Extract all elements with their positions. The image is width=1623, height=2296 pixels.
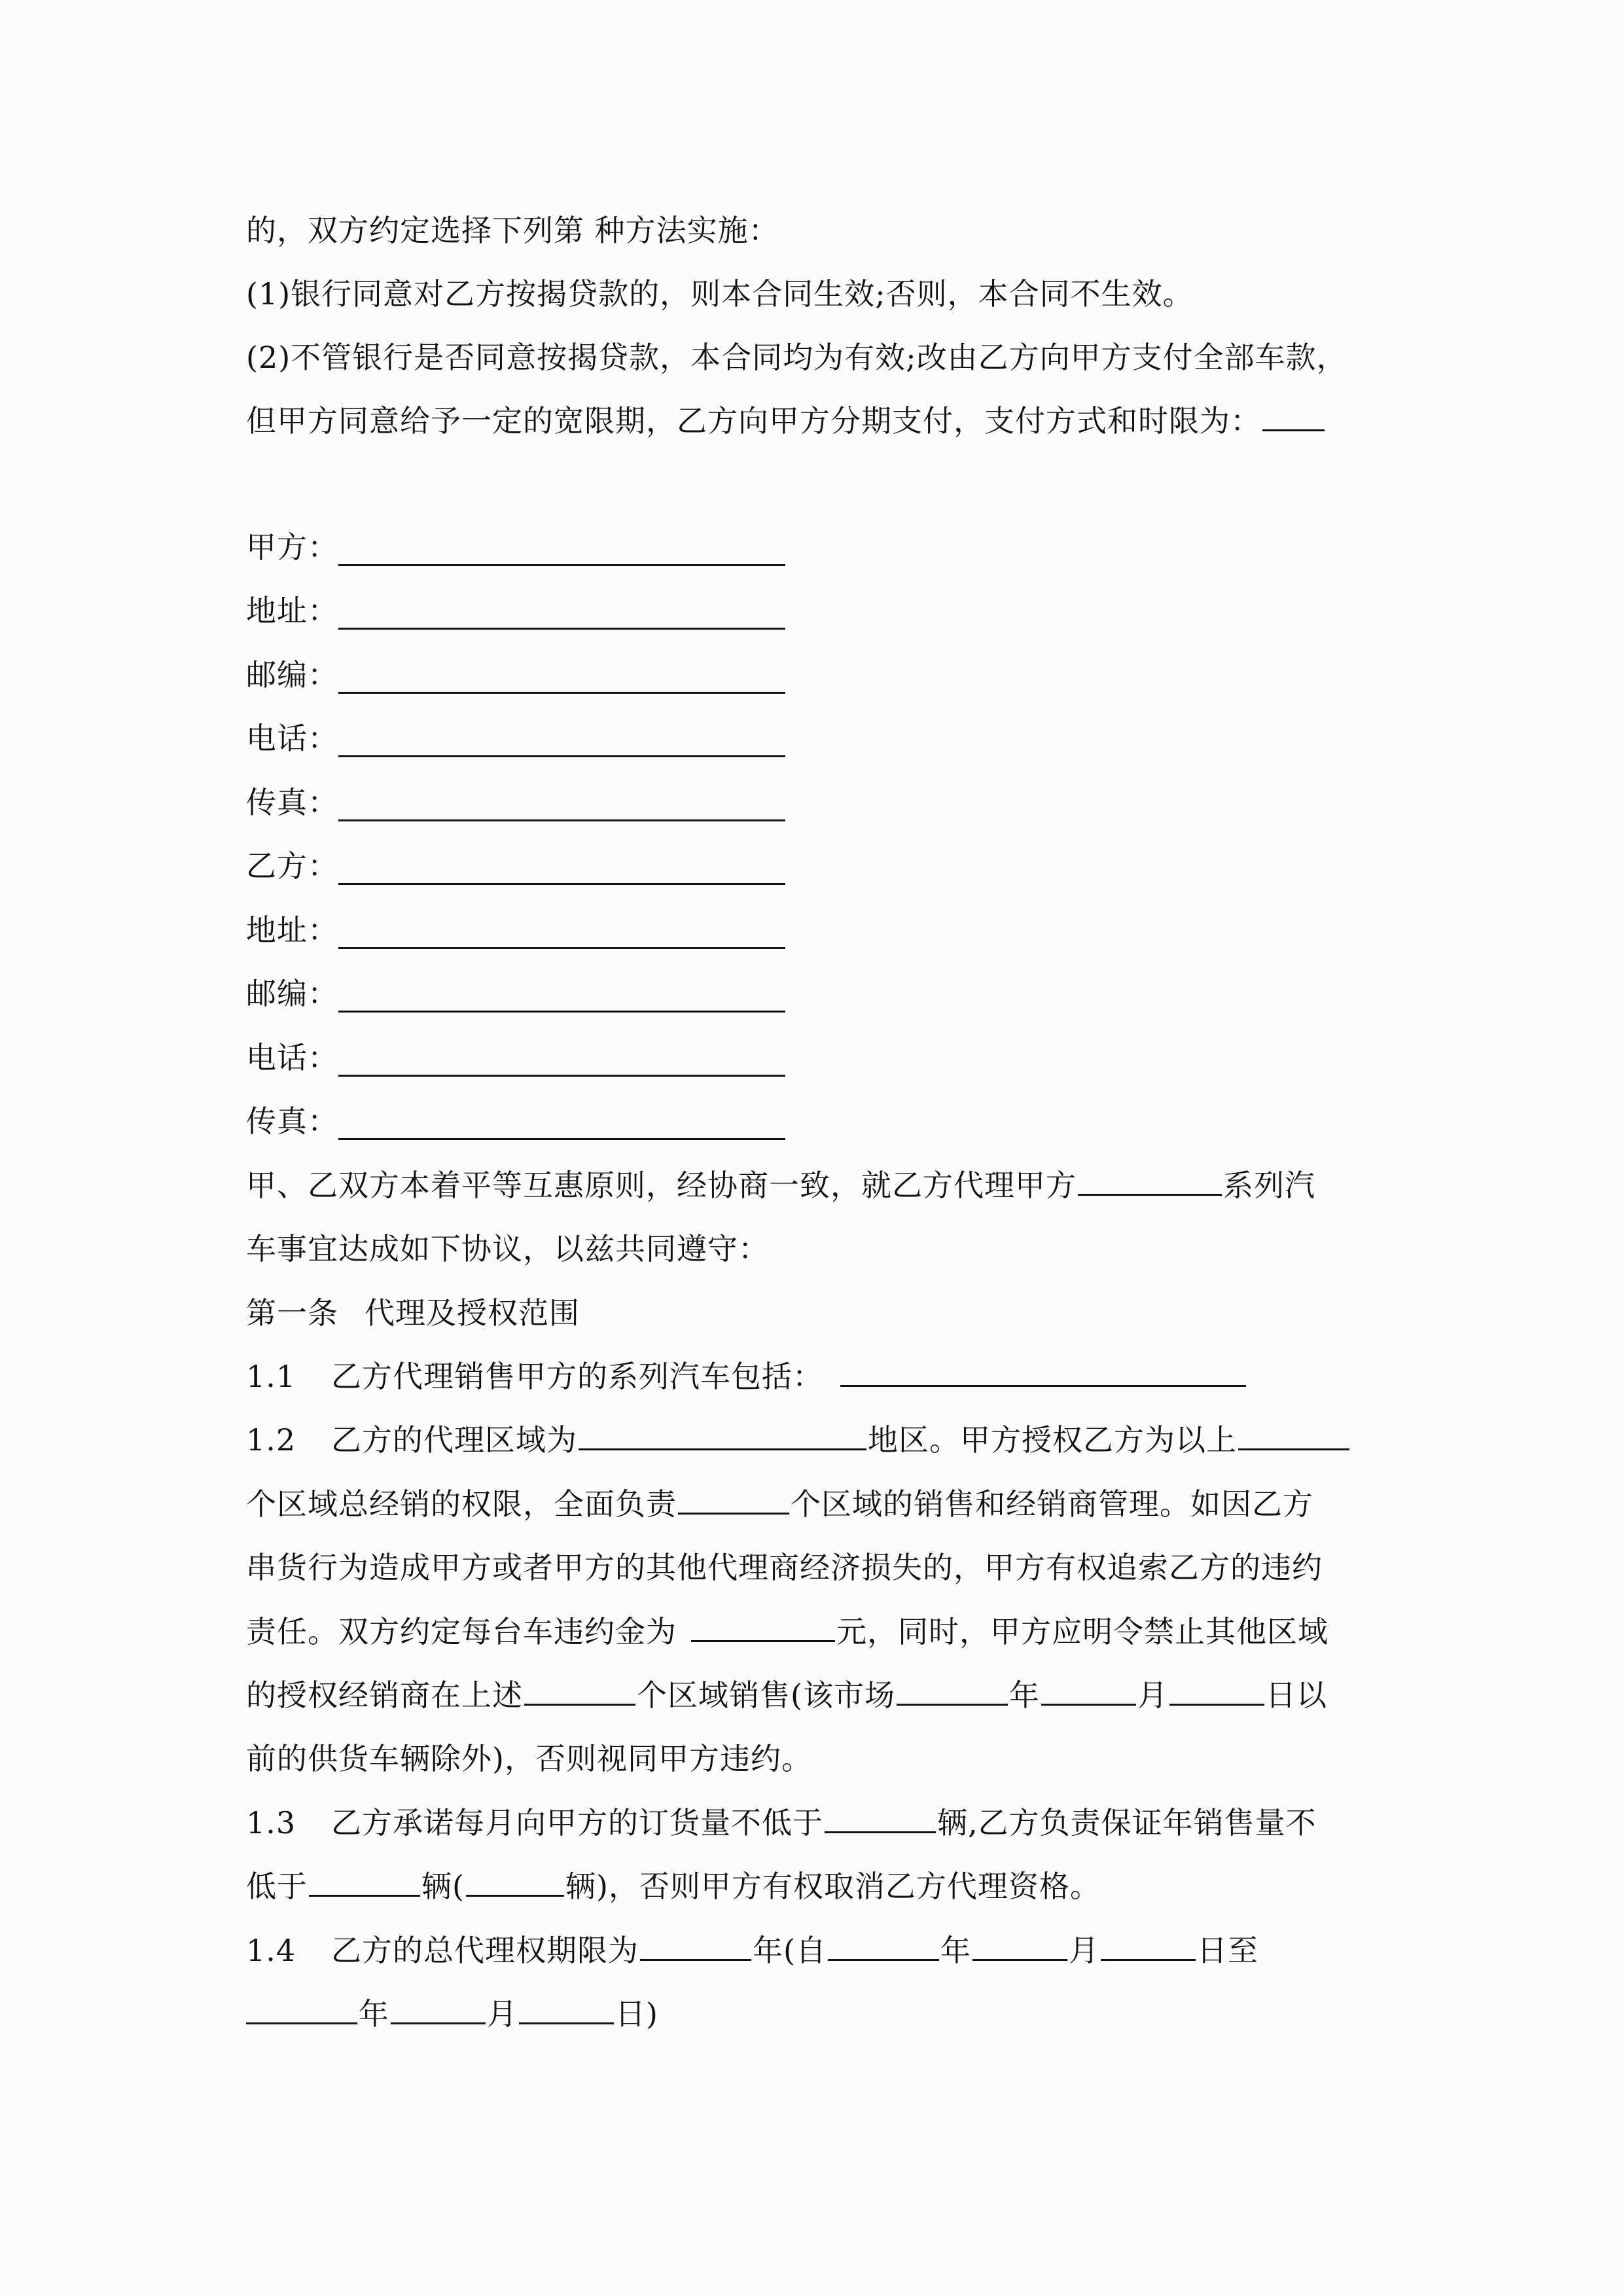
article-1-heading xyxy=(246,1287,1398,1339)
party-a-phone-label: 电话： xyxy=(246,721,338,756)
party-b-name-row xyxy=(246,840,338,892)
party-a-name-label: 甲方： xyxy=(246,529,338,565)
party-b-postcode-field[interactable] xyxy=(338,1011,785,1013)
clause-1-4-end-year: 年 xyxy=(359,1996,389,2032)
clause-1-2-line-4 xyxy=(246,1605,1398,1658)
clause-1-2-text-b: 地区。甲方授权乙方为以上 xyxy=(868,1422,1237,1458)
region-count-blank-1[interactable] xyxy=(1238,1414,1349,1450)
clause-1-2-text-a: 乙方的代理区域为 xyxy=(331,1422,577,1458)
party-b-postcode-row xyxy=(246,967,338,1020)
party-b-fax-field[interactable] xyxy=(338,1138,785,1140)
annual-sales-words-blank[interactable] xyxy=(466,1861,564,1897)
party-b-phone-field[interactable] xyxy=(338,1075,785,1077)
clause-1-1 xyxy=(246,1350,1398,1403)
party-b-phone-label: 电话： xyxy=(246,1040,338,1075)
clause-1-4-month: 月 xyxy=(1068,1933,1099,1968)
clause-1-4-year: 年 xyxy=(940,1933,971,1968)
end-day-blank[interactable] xyxy=(519,1988,614,2024)
end-year-blank[interactable] xyxy=(246,1988,357,2024)
intro-line-4 xyxy=(246,395,1398,447)
intro-line-2: (1)银行同意对乙方按揭贷款的，则本合同生效;否则，本合同不生效。 xyxy=(246,276,1194,312)
party-a-postcode-field[interactable] xyxy=(338,692,785,694)
start-month-blank[interactable] xyxy=(972,1925,1067,1961)
clause-1-4-text-b: 年(自 xyxy=(753,1933,827,1968)
party-b-address-field[interactable] xyxy=(338,947,785,949)
monthly-order-blank[interactable] xyxy=(825,1797,936,1833)
clause-1-4-end-month: 月 xyxy=(487,1996,518,2032)
clause-1-2-number: 1.2 xyxy=(246,1422,296,1458)
clause-1-3-line-1 xyxy=(246,1797,1398,1849)
clause-1-4-text-a: 乙方的总代理权期限为 xyxy=(331,1933,639,1968)
clause-1-3-text-e: 辆)，否则甲方有权取消乙方代理资格。 xyxy=(565,1869,1101,1904)
preamble-line-1 xyxy=(246,1159,1398,1211)
party-a-address-field[interactable] xyxy=(338,628,785,630)
start-year-blank[interactable] xyxy=(828,1925,939,1961)
party-a-address-row xyxy=(246,584,338,637)
term-years-blank[interactable] xyxy=(640,1925,751,1961)
clause-1-2-text-h: 个区域销售(该市场 xyxy=(637,1677,895,1713)
car-series-blank[interactable] xyxy=(1078,1160,1222,1196)
start-day-blank[interactable] xyxy=(1101,1925,1196,1961)
clause-1-3-line-2 xyxy=(246,1860,1398,1912)
intro-line-4-text: 但甲方同意给予一定的宽限期，乙方向甲方分期支付，支付方式和时限为： xyxy=(246,403,1261,439)
party-a-name-row xyxy=(246,521,338,573)
clause-1-2-line-6: 前的供货车辆除外)，否则视同甲方违约。 xyxy=(246,1741,812,1776)
party-b-address-label: 地址： xyxy=(246,912,338,948)
preamble-text-a: 甲、乙双方本着平等互惠原则，经协商一致，就乙方代理甲方 xyxy=(246,1168,1077,1203)
article-1-title: 代理及授权范围 xyxy=(365,1295,580,1331)
party-b-postcode-label: 邮编： xyxy=(246,976,338,1011)
clause-1-2-text-d: 个区域的销售和经销商管理。如因乙方 xyxy=(791,1486,1313,1522)
intro-line-3: (2)不管银行是否同意按揭贷款，本合同均为有效;改由乙方向甲方支付全部车款， xyxy=(246,340,1347,375)
penalty-amount-blank[interactable] xyxy=(691,1606,835,1642)
car-models-blank[interactable] xyxy=(840,1351,1246,1387)
clause-1-4-to: 日至 xyxy=(1196,1933,1258,1968)
party-a-address-label: 地址： xyxy=(246,593,338,628)
preamble-text-b: 系列汽 xyxy=(1223,1168,1315,1203)
clause-1-4-line-1 xyxy=(246,1924,1398,1977)
party-a-postcode-label: 邮编： xyxy=(246,657,338,692)
clause-1-2-line-3: 串货行为造成甲方或者甲方的其他代理商经济损失的，甲方有权追索乙方的违约 xyxy=(246,1550,1323,1585)
clause-1-2-text-c: 个区域总经销的权限，全面负责 xyxy=(246,1486,677,1522)
clause-1-4-end-day: 日) xyxy=(615,1996,658,2032)
party-a-postcode-row xyxy=(246,649,338,701)
market-year-blank[interactable] xyxy=(897,1670,1008,1706)
party-a-fax-label: 传真： xyxy=(246,785,338,820)
end-month-blank[interactable] xyxy=(391,1988,486,2024)
payment-terms-blank[interactable] xyxy=(1262,395,1325,431)
party-b-name-label: 乙方： xyxy=(246,848,338,884)
party-a-fax-row xyxy=(246,776,338,829)
intro-line-1: 的，双方约定选择下列第 种方法实施： xyxy=(246,213,779,248)
party-b-fax-row xyxy=(246,1095,338,1147)
clause-1-4-number: 1.4 xyxy=(246,1933,296,1968)
clause-1-2-text-f: 元，同时，甲方应明令禁止其他区域 xyxy=(836,1614,1329,1649)
clause-1-1-number: 1.1 xyxy=(246,1359,296,1394)
party-b-address-row xyxy=(246,904,338,956)
clause-1-2-text-g: 的授权经销商在上述 xyxy=(246,1677,523,1713)
clause-1-2-year: 年 xyxy=(1008,1677,1040,1713)
party-a-phone-row xyxy=(246,712,338,764)
region-count-blank-2[interactable] xyxy=(678,1479,789,1515)
article-1-number: 第一条 xyxy=(246,1295,338,1331)
party-a-fax-field[interactable] xyxy=(338,819,785,821)
market-month-blank[interactable] xyxy=(1041,1670,1136,1706)
party-a-phone-field[interactable] xyxy=(338,755,785,757)
clause-1-3-text-a: 乙方承诺每月向甲方的订货量不低于 xyxy=(331,1805,823,1840)
clause-1-3-number: 1.3 xyxy=(246,1805,296,1840)
region-count-blank-3[interactable] xyxy=(524,1670,635,1706)
clause-1-3-text-d: 辆( xyxy=(421,1869,465,1904)
clause-1-3-text-c: 低于 xyxy=(246,1869,308,1904)
clause-1-4-line-2 xyxy=(246,1988,1398,2040)
clause-1-2-line-2 xyxy=(246,1478,1398,1530)
party-b-fax-label: 传真： xyxy=(246,1103,338,1139)
party-b-phone-row xyxy=(246,1031,338,1084)
clause-1-1-text: 乙方代理销售甲方的系列汽车包括： xyxy=(331,1359,823,1394)
clause-1-2-line-5 xyxy=(246,1669,1398,1721)
agency-region-blank[interactable] xyxy=(579,1414,866,1450)
clause-1-2-text-e: 责任。双方约定每台车违约金为 xyxy=(246,1614,677,1649)
annual-sales-blank[interactable] xyxy=(309,1861,420,1897)
clause-1-3-text-b: 辆,乙方负责保证年销售量不 xyxy=(937,1805,1317,1840)
clause-1-2-line-1 xyxy=(246,1414,1398,1466)
preamble-line-2: 车事宜达成如下协议，以兹共同遵守： xyxy=(246,1231,769,1266)
clause-1-2-day: 日以 xyxy=(1265,1677,1327,1713)
market-day-blank[interactable] xyxy=(1169,1670,1264,1706)
party-a-name-field[interactable] xyxy=(338,564,785,566)
clause-1-2-month: 月 xyxy=(1137,1677,1168,1713)
party-b-name-field[interactable] xyxy=(338,883,785,885)
